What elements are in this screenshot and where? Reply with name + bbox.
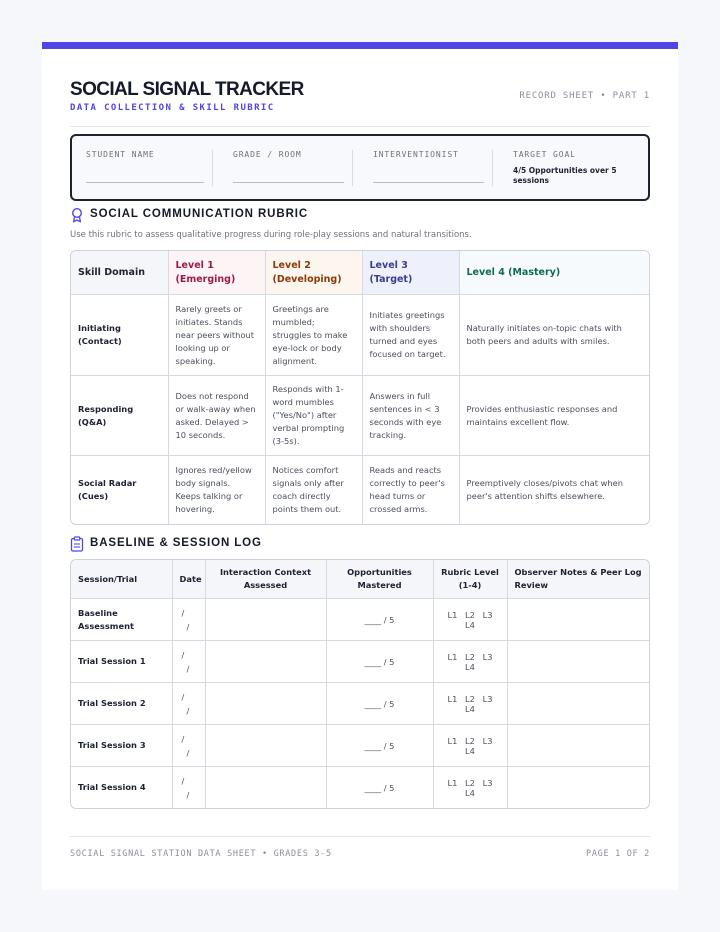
observer-notes-field[interactable] <box>507 683 649 725</box>
worksheet-page <box>42 42 678 890</box>
rubric-level-options[interactable]: L1 L2 L3 L4 <box>433 599 507 641</box>
page-title: SOCIAL SIGNAL TRACKER <box>70 79 304 100</box>
level-4-cell: Provides enthusiastic responses and maintains excellent flow. <box>459 376 649 456</box>
rubric-table <box>70 250 650 525</box>
col-level-4: Level 4 (Mastery) <box>459 251 649 295</box>
level-2-cell: Responds with 1-word mumbles ("Yes/No") after verbal prompting (3-5s). <box>265 376 362 456</box>
col-opportunities: Opportunities Mastered <box>326 560 433 599</box>
student-name-field[interactable] <box>72 136 214 199</box>
interventionist-field[interactable] <box>359 136 501 199</box>
col-session: Session/Trial <box>71 560 172 599</box>
level-1-cell: Does not respond or walk-away when asked. Delayed > 10 seconds. <box>168 376 265 456</box>
page-subtitle: DATA COLLECTION & SKILL RUBRIC <box>70 103 275 113</box>
rubric-level-options[interactable]: L1 L2 L3 L4 <box>433 641 507 683</box>
date-field[interactable]: / / <box>172 767 205 809</box>
interventionist-line <box>373 182 484 183</box>
skill-domain-cell: Initiating (Contact) <box>71 295 168 376</box>
grade-room-line <box>233 182 344 183</box>
table-row <box>71 456 649 524</box>
info-divider <box>212 150 213 186</box>
footer-title: SOCIAL SIGNAL STATION DATA SHEET • GRADES 3-5 <box>70 849 332 859</box>
col-level-2: Level 2 (Developing) <box>265 251 362 295</box>
log-heading-text: BASELINE & SESSION LOG <box>90 537 262 549</box>
table-row <box>71 295 649 376</box>
interventionist-label: INTERVENTIONIST <box>373 150 459 159</box>
col-level-3: Level 3 (Target) <box>362 251 459 295</box>
table-row <box>71 767 649 809</box>
date-field[interactable]: / / <box>172 683 205 725</box>
table-row <box>71 376 649 456</box>
table-row <box>71 725 649 767</box>
observer-notes-field[interactable] <box>507 725 649 767</box>
opportunities-field[interactable]: ____ / 5 <box>326 599 433 641</box>
context-field[interactable] <box>205 641 326 683</box>
skill-domain-cell: Social Radar (Cues) <box>71 456 168 524</box>
student-info-box <box>70 134 650 201</box>
target-goal-label: TARGET GOAL <box>513 150 576 159</box>
level-4-cell: Naturally initiates on-topic chats with both peers and adults with smiles. <box>459 295 649 376</box>
col-context: Interaction Context Assessed <box>205 560 326 599</box>
col-rubric-level: Rubric Level (1-4) <box>433 560 507 599</box>
header-divider <box>70 126 650 127</box>
col-skill-domain: Skill Domain <box>71 251 168 295</box>
observer-notes-field[interactable] <box>507 641 649 683</box>
session-name: Trial Session 3 <box>71 725 172 767</box>
context-field[interactable] <box>205 725 326 767</box>
level-3-cell: Answers in full sentences in < 3 seconds with eye tracking. <box>362 376 459 456</box>
rubric-heading-text: SOCIAL COMMUNICATION RUBRIC <box>90 208 309 220</box>
info-divider <box>352 150 353 186</box>
col-level-1: Level 1 (Emerging) <box>168 251 265 295</box>
opportunities-field[interactable]: ____ / 5 <box>326 683 433 725</box>
level-1-cell: Rarely greets or initiates. Stands near peers without looking up or speaking. <box>168 295 265 376</box>
footer-divider <box>70 836 650 837</box>
opportunities-field[interactable]: ____ / 5 <box>326 725 433 767</box>
target-goal-value: 4/5 Opportunities over 5 sessions <box>513 166 617 185</box>
date-field[interactable]: / / <box>172 599 205 641</box>
table-row <box>71 641 649 683</box>
context-field[interactable] <box>205 683 326 725</box>
context-field[interactable] <box>205 599 326 641</box>
rubric-level-options[interactable]: L1 L2 L3 L4 <box>433 683 507 725</box>
record-sheet-label: RECORD SHEET • PART 1 <box>519 91 650 101</box>
rubric-level-options[interactable]: L1 L2 L3 L4 <box>433 725 507 767</box>
accent-top-bar <box>42 42 678 49</box>
col-observer-notes: Observer Notes & Peer Log Review <box>507 560 649 599</box>
page-number: PAGE 1 OF 2 <box>586 849 650 859</box>
table-row <box>71 599 649 641</box>
skill-domain-cell: Responding (Q&A) <box>71 376 168 456</box>
context-field[interactable] <box>205 767 326 809</box>
target-goal-field <box>499 136 647 199</box>
observer-notes-field[interactable] <box>507 767 649 809</box>
grade-room-label: GRADE / ROOM <box>233 150 302 159</box>
award-badge-icon <box>70 207 84 223</box>
level-2-cell: Notices comfort signals only after coach directly points them out. <box>265 456 362 524</box>
session-name: Trial Session 4 <box>71 767 172 809</box>
session-name: Trial Session 2 <box>71 683 172 725</box>
date-field[interactable]: / / <box>172 641 205 683</box>
level-3-cell: Reads and reacts correctly to peer's head turns or crossed arms. <box>362 456 459 524</box>
date-field[interactable]: / / <box>172 725 205 767</box>
session-log-table <box>70 559 650 809</box>
student-name-line <box>86 182 204 183</box>
level-3-cell: Initiates greetings with shoulders turned and eyes focused on target. <box>362 295 459 376</box>
rubric-intro: Use this rubric to assess qualitative progress during role-play sessions and natural transitions. <box>70 230 472 240</box>
opportunities-field[interactable]: ____ / 5 <box>326 641 433 683</box>
student-name-label: STUDENT NAME <box>86 150 155 159</box>
clipboard-icon <box>70 536 84 552</box>
rubric-level-options[interactable]: L1 L2 L3 L4 <box>433 767 507 809</box>
session-name: Baseline Assessment <box>71 599 172 641</box>
grade-room-field[interactable] <box>219 136 361 199</box>
table-row <box>71 683 649 725</box>
opportunities-field[interactable]: ____ / 5 <box>326 767 433 809</box>
col-date: Date <box>172 560 205 599</box>
observer-notes-field[interactable] <box>507 599 649 641</box>
level-1-cell: Ignores red/yellow body signals. Keeps talking or hovering. <box>168 456 265 524</box>
level-2-cell: Greetings are mumbled; struggles to make eye-lock or body alignment. <box>265 295 362 376</box>
level-4-cell: Preemptively closes/pivots chat when peer's attention shifts elsewhere. <box>459 456 649 524</box>
session-name: Trial Session 1 <box>71 641 172 683</box>
info-divider <box>492 150 493 186</box>
